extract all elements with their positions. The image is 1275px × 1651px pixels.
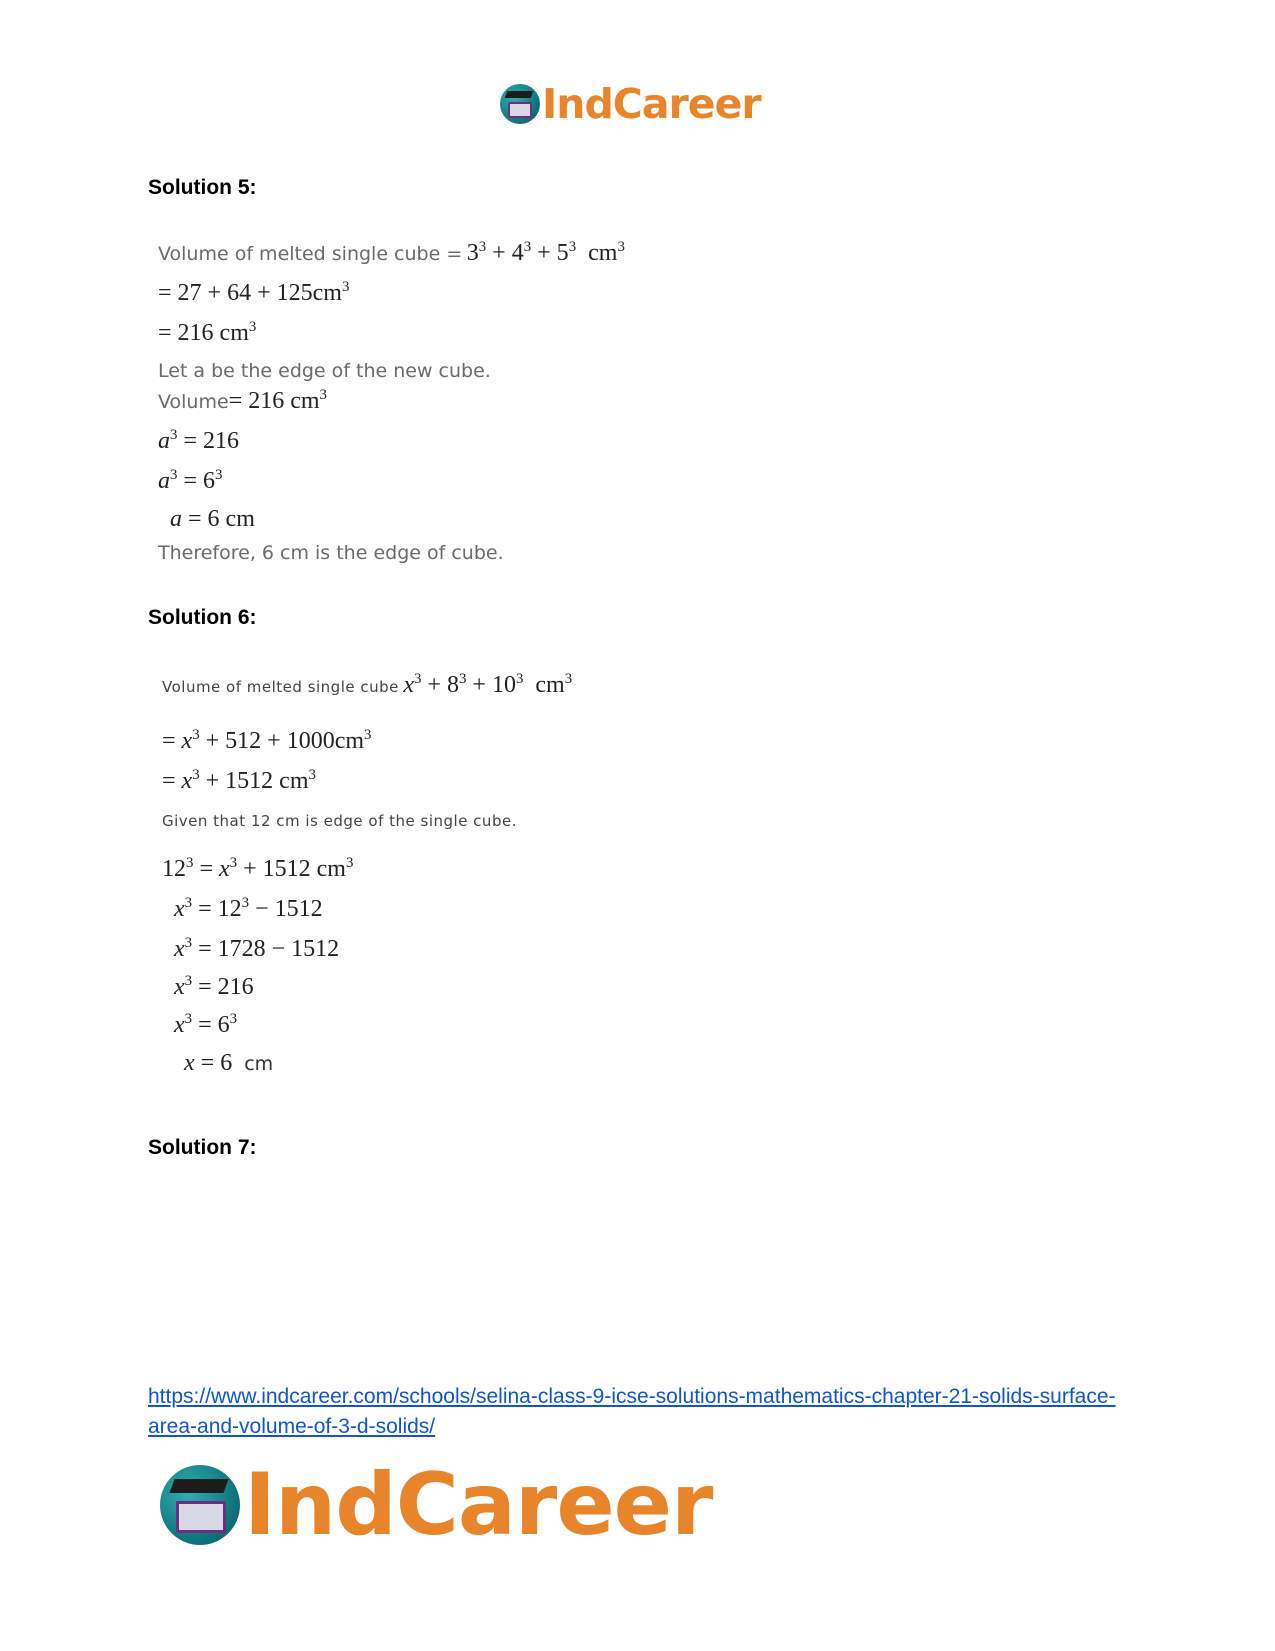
solution-6-heading: Solution 6: <box>148 606 257 629</box>
graduation-cap-icon <box>169 1479 228 1493</box>
indcareer-logo-footer <box>160 1455 713 1555</box>
s6-line-2: = $x^3 + 512 + 1000cm^3$ <box>162 727 372 754</box>
book-icon <box>176 1501 226 1533</box>
s5-line-7: $a^3 = 6^3$ <box>158 467 223 494</box>
logo-wordmark: IndCareer <box>542 80 761 128</box>
s6-line-4: Given that 12 cm is edge of the single cube. <box>162 812 517 830</box>
s6-line-1: Volume of melted single cube $x^3 + 8^3 + 10^3$ $cm^3$ <box>162 671 573 698</box>
solution-5-heading: Solution 5: <box>148 176 257 199</box>
source-url-link[interactable]: https://www.indcareer.com/schools/selina-class-9-icse-solutions-mathematics-chapter-21-solids-surface-area-and-volume-of-3-d-solids/ <box>148 1385 1116 1438</box>
s6-line-10: x = 6 cm <box>184 1050 274 1076</box>
s5-line-8: a = 6 cm <box>170 506 255 532</box>
graduation-book-icon-large <box>160 1465 240 1545</box>
s5-line-1: Volume of melted single cube = $3^3 + 4^3 + 5^3$ $cm^3$ <box>158 239 625 266</box>
s5-line-4: Let a be the edge of the new cube. <box>158 360 491 382</box>
graduation-book-icon <box>500 84 540 124</box>
s6-line-3: = $x^3 + 1512$ $cm^3$ <box>162 767 316 794</box>
s5-line-1-math: $3^3 + 4^3 + 5^3$ $cm^3$ <box>466 239 625 266</box>
s6-line-6: $x^3 = 12^3 - 1512$ <box>174 895 323 922</box>
s5-line-6: $a^3 = 216$ <box>158 427 239 454</box>
indcareer-logo-header <box>500 80 761 128</box>
s5-line-9: Therefore, 6 cm is the edge of cube. <box>158 542 504 564</box>
s6-line-5: $12^3 = x^3 + 1512$ $cm^3$ <box>162 855 354 882</box>
s5-line-3: = 216 $cm^3$ <box>158 319 257 346</box>
s6-line-9: $x^3 = 6^3$ <box>174 1011 238 1038</box>
s6-line-7: $x^3 = 1728 - 1512$ <box>174 935 340 962</box>
s5-line-5: Volume= 216 $cm^3$ <box>158 387 327 414</box>
logo-wordmark-footer: IndCareer <box>244 1455 713 1555</box>
s6-line-8: $x^3 = 216$ <box>174 973 254 1000</box>
book-icon <box>508 102 532 118</box>
solution-7-heading: Solution 7: <box>148 1136 257 1159</box>
graduation-cap-icon <box>505 91 534 98</box>
s5-line-2: = $27 + 64 + 125cm^3$ <box>158 279 350 306</box>
